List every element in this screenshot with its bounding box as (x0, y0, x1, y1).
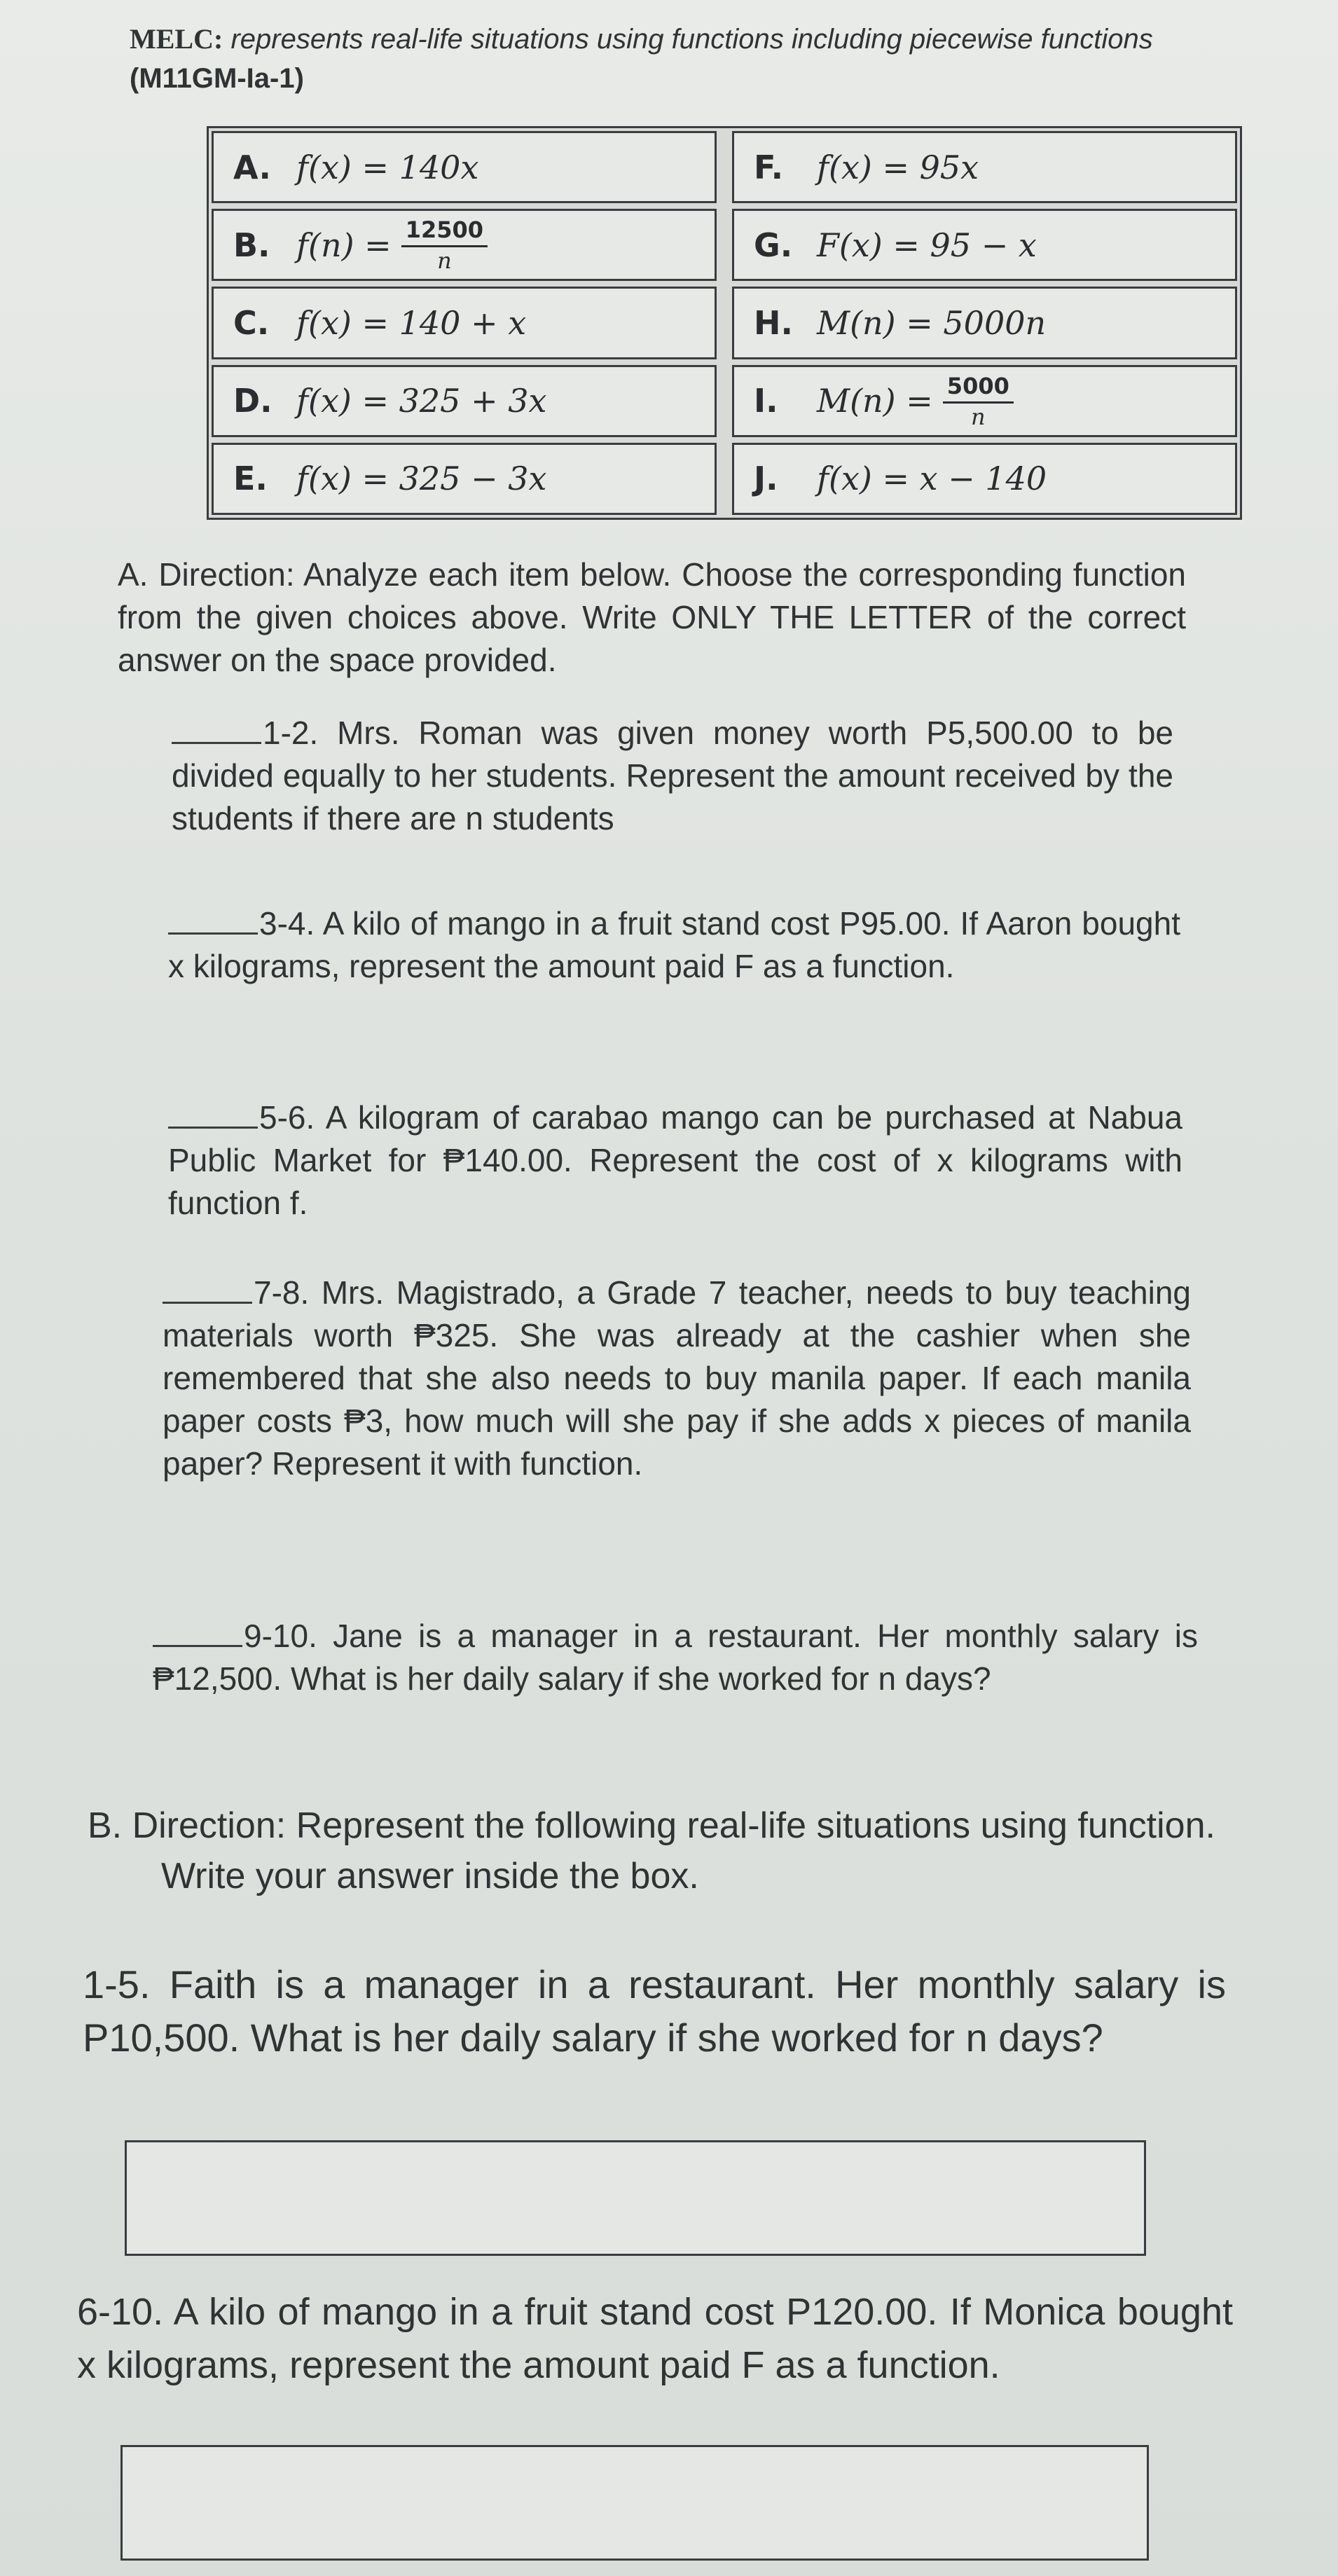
choice-f (732, 131, 1237, 203)
choice-letter: G. (754, 226, 793, 264)
choice-expression: f(x) = 325 + 3x (296, 382, 547, 420)
choice-j (732, 443, 1237, 515)
choice-expression: F(x) = 95 − x (817, 226, 1037, 264)
choices-table (207, 126, 1242, 520)
item-b-6-10: 6-10. A kilo of mango in a fruit stand cost P120.00. If Monica bought x kilograms, represent the amount paid F as a function. (77, 2291, 1233, 2386)
melc-description: represents real-life situations using functions including piecewise functions (230, 24, 1153, 55)
choice-letter: D. (233, 382, 273, 420)
choice-e (212, 443, 717, 515)
section-b-direction: B. Direction: Represent the following real-life situations using function. Write your answer inside the box. (88, 1805, 1215, 1896)
choice-b (212, 209, 717, 281)
choice-c (212, 287, 717, 359)
item-text: 5-6. A kilogram of carabao mango can be purchased at Nabua Public Market for ₱140.00. Represent the cost of x kilograms with function f. (168, 1099, 1182, 1221)
item-text: 7-8. Mrs. Magistrado, a Grade 7 teacher, needs to buy teaching materials worth ₱325. She was already at the cashier when she remembered that she also needs to buy manila paper. If each manila paper costs ₱3, how much will she pay if she adds x pieces of manila paper? Represent it with function. (163, 1274, 1191, 1482)
answer-blank[interactable] (168, 907, 258, 935)
choice-expression: f(x) = 140x (296, 148, 479, 186)
answer-blank[interactable] (163, 1276, 252, 1304)
melc-tag: MELC: (130, 23, 223, 55)
answer-blank[interactable] (172, 717, 261, 744)
choice-letter: C. (233, 303, 270, 342)
fraction-numerator: 12500 (401, 216, 488, 247)
choice-letter: H. (754, 303, 793, 342)
answer-blank[interactable] (153, 1620, 242, 1647)
choice-expression: f(x) = 140 + x (296, 303, 527, 342)
choice-a (212, 131, 717, 203)
choice-h (732, 287, 1237, 359)
item-7-8 (163, 1272, 1191, 1485)
choice-letter: B. (233, 226, 270, 264)
fraction (401, 216, 488, 274)
item-3-4 (168, 902, 1180, 988)
choice-expression: f(n) = (296, 226, 392, 264)
item-b-1-5: 1-5. Faith is a manager in a restaurant. Her monthly salary is P10,500. What is her daily salary if she worked for n days? (83, 1962, 1226, 2060)
choice-letter: E. (233, 460, 268, 498)
choice-letter: F. (754, 148, 784, 186)
section-a-direction: A. Direction: Analyze each item below. Choose the corresponding function from the given choices above. Write ONLY THE LETTER of the correct answer on the space provided. (118, 556, 1186, 678)
fraction (943, 372, 1014, 430)
answer-box-6-10[interactable] (120, 2445, 1149, 2561)
choice-d (212, 365, 717, 437)
choice-letter: A. (233, 148, 271, 186)
fraction-denominator: n (971, 403, 986, 430)
choice-g (732, 209, 1237, 281)
choice-expression: f(x) = x − 140 (817, 460, 1047, 498)
choice-expression: M(n) = (817, 382, 933, 420)
item-text: 1-2. Mrs. Roman was given money worth P5,500.00 to be divided equally to her students. Represent the amount received by the students if there are n students (172, 715, 1173, 836)
choice-expression: M(n) = 5000n (817, 303, 1047, 342)
fraction-denominator: n (437, 247, 452, 275)
choice-i (732, 365, 1237, 437)
choice-expression: f(x) = 95x (817, 148, 979, 186)
melc-header (130, 20, 1222, 98)
answer-blank[interactable] (168, 1101, 258, 1129)
choice-expression: f(x) = 325 − 3x (296, 460, 547, 498)
item-5-6 (168, 1096, 1182, 1225)
fraction-numerator: 5000 (943, 372, 1014, 404)
item-text: 3-4. A kilo of mango in a fruit stand cost P95.00. If Aaron bought x kilograms, represent the amount paid F as a function. (168, 905, 1180, 984)
choice-letter: I. (754, 382, 778, 420)
choice-letter: J. (754, 460, 778, 498)
item-9-10 (153, 1615, 1198, 1700)
answer-box-1-5[interactable] (125, 2140, 1146, 2256)
item-1-2 (172, 712, 1173, 840)
item-text: 9-10. Jane is a manager in a restaurant. Her monthly salary is ₱12,500. What is her daily salary if she worked for n days? (153, 1618, 1198, 1697)
melc-code: (M11GM-Ia-1) (130, 63, 304, 94)
